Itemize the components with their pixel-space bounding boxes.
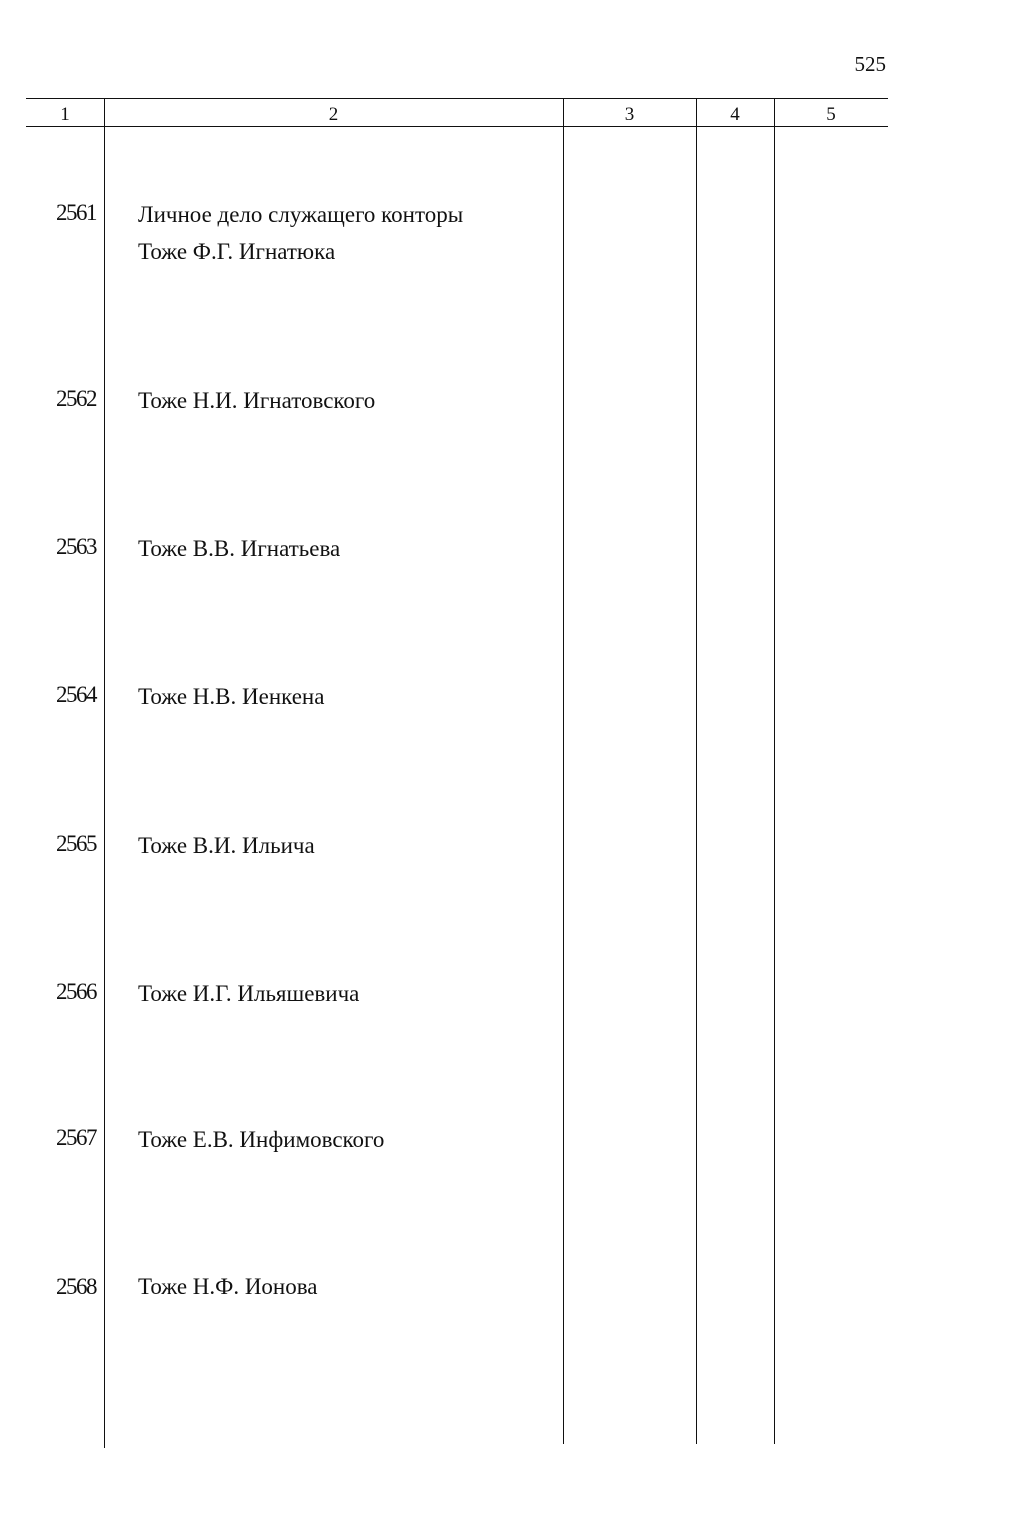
- table-top-rule: [26, 98, 888, 99]
- row-number: 2564: [56, 682, 96, 707]
- row-description: [138, 827, 315, 864]
- row-description: [138, 382, 375, 419]
- column-divider-3: [696, 98, 697, 1444]
- row-description: [138, 975, 359, 1012]
- row-description-line: Тоже Н.Ф. Ионова: [138, 1274, 318, 1299]
- row-description-line: Тоже В.В. Игнатьева: [138, 536, 341, 561]
- table-header-rule: [26, 126, 888, 127]
- page-number: 525: [854, 52, 886, 76]
- column-header-4: 4: [730, 104, 740, 125]
- row-number: 2561: [56, 200, 96, 225]
- column-divider-1: [104, 98, 105, 1448]
- row-number: 2563: [56, 534, 96, 559]
- row-description-line: Тоже Н.В. Иенкена: [138, 684, 325, 709]
- row-description: [138, 678, 324, 715]
- row-number: 2562: [56, 386, 96, 411]
- row-number: 2565: [56, 831, 96, 856]
- row-description: [138, 530, 340, 567]
- row-description-line: Тоже Н.И. Игнатовского: [138, 388, 376, 413]
- column-header-3: 3: [624, 104, 635, 125]
- row-description: [138, 196, 463, 270]
- column-header-2: 2: [328, 104, 339, 125]
- row-number: 2566: [56, 979, 96, 1004]
- row-number: 2567: [56, 1125, 96, 1150]
- row-description-line: Тоже И.Г. Ильяшевича: [138, 981, 360, 1006]
- row-description: [138, 1268, 318, 1305]
- column-header-5: 5: [826, 104, 836, 125]
- column-divider-2: [563, 98, 564, 1444]
- row-number: 2568: [56, 1274, 96, 1299]
- row-description-line: Тоже Ф.Г. Игнатюка: [138, 239, 336, 264]
- row-description-line: Тоже В.И. Ильича: [138, 833, 315, 858]
- row-description-line: Тоже Е.В. Инфимовского: [138, 1127, 385, 1152]
- row-description-line: Личное дело служащего конторы: [138, 202, 464, 227]
- column-header-1: 1: [60, 104, 70, 125]
- row-description: [138, 1121, 384, 1158]
- column-divider-4: [774, 98, 775, 1444]
